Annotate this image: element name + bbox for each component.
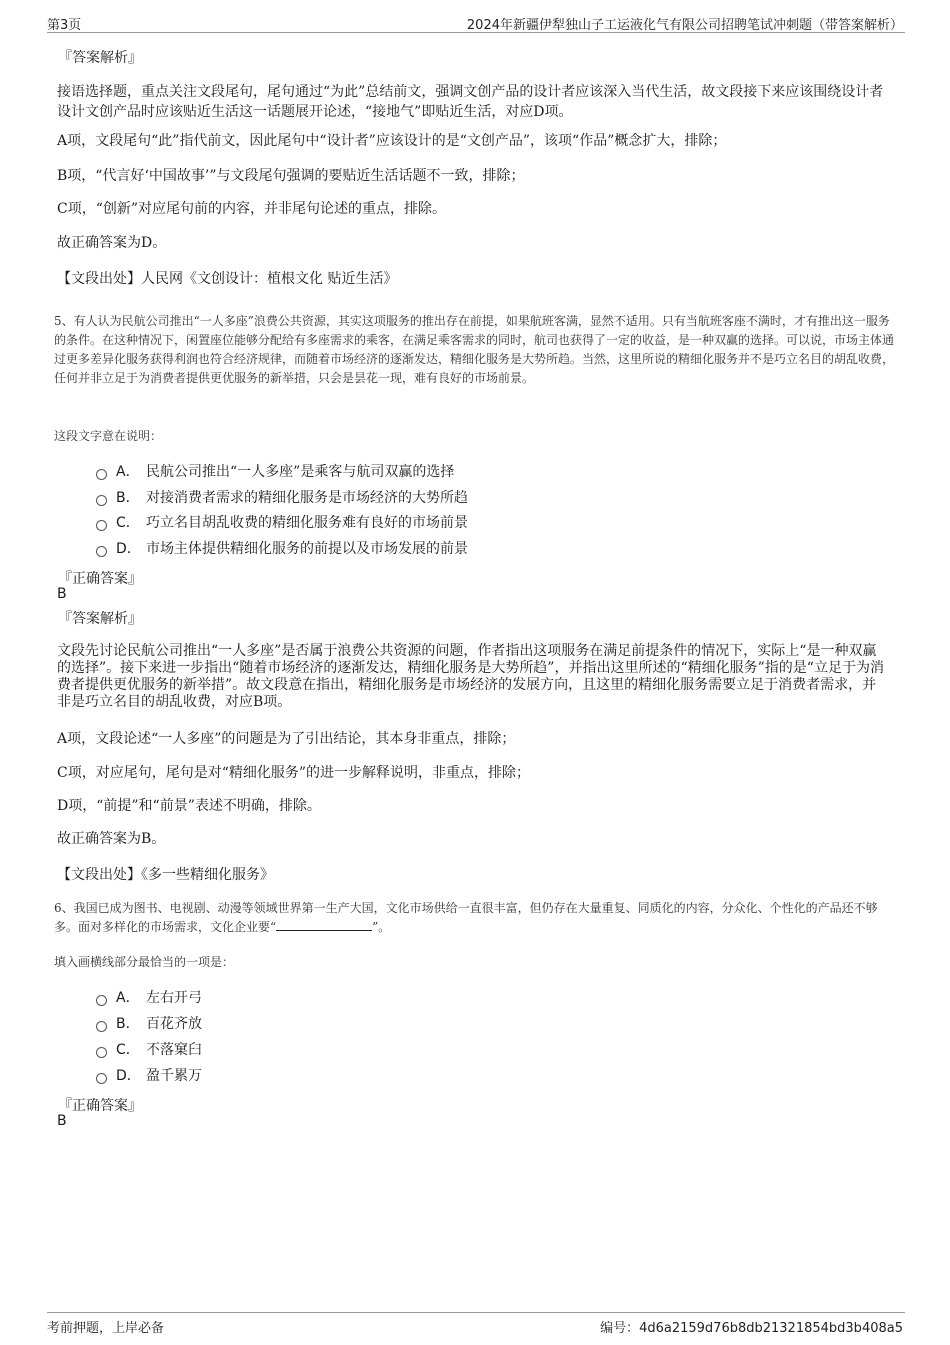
page-footer <box>47 1312 905 1335</box>
q5-option-b[interactable]: B． 对接消费者需求的精细化服务是市场经济的大势所趋 <box>96 487 468 507</box>
q6-answer: B <box>57 1113 67 1129</box>
q4-analysis-option-c: C项，“创新”对应尾句前的内容，并非尾句论述的重点，排除。 <box>57 201 447 217</box>
radio-button-icon[interactable] <box>96 995 107 1006</box>
q4-analysis-paragraph: 接语选择题，重点关注文段尾句，尾句通过“为此”总结前文，强调文创产品的设计者应该深入当代生活，故文段接下来应该围绕设计者设计文创产品时应该贴近生活这一话题展开论述，“接地气”即贴近生活，对应D项。 <box>57 84 884 120</box>
q4-analysis-option-a: A项，文段尾句“此”指代前文，因此尾句中“设计者”应该设计的是“文创产品”，该项“作品”概念扩大，排除； <box>57 133 727 149</box>
page-header <box>47 12 905 33</box>
q5-source: 【文段出处】《多一些精细化服务》 <box>57 867 274 883</box>
q5-prompt: 这段文字意在说明： <box>54 429 163 443</box>
q5-analysis-paragraph: 文段先讨论民航公司推出“一人多座”是否属于浪费公共资源的问题，作者指出这项服务在满足前提条件的情况下，实际上“是一种双赢的选择”。接下来进一步指出“随着市场经济的逐渐发达，精细化服务是大势所趋”，并指出这里所述的“精细化服务”指的是“立足于为消费者提供更优服务的新举措”。故文段意在指出，精细化服务是市场经济的发展方向，且这里的精细化服务需要立足于消费者需求，并非是巧立名目的胡乱收费，对应B项。 <box>57 643 884 710</box>
radio-button-icon[interactable] <box>96 1047 107 1058</box>
q6-stem: 6、我国已成为图书、电视剧、动漫等领域世界第一生产大国，文化市场供给一直很丰富，但仍存在大量重复、同质化的内容，分众化、个性化的产品还不够多。面对多样化的市场需求，文化企业要“ ”。 <box>54 901 878 934</box>
radio-button-icon[interactable] <box>96 495 107 506</box>
q5-analysis-heading: 『答案解析』 <box>58 611 142 627</box>
page-number: 第3页 <box>47 18 82 33</box>
q5-conclusion: 故正确答案为B。 <box>57 831 166 847</box>
radio-button-icon[interactable] <box>96 546 107 557</box>
q6-answer-heading: 『正确答案』 <box>58 1098 142 1114</box>
q5-answer-heading: 『正确答案』 <box>58 571 142 587</box>
q5-answer: B <box>57 586 67 602</box>
q4-analysis-option-b: B项，“代言好‘中国故事’”与文段尾句强调的要贴近生活话题不一致，排除； <box>57 168 525 184</box>
q6-option-d[interactable]: D． 盈千累万 <box>96 1065 202 1085</box>
radio-button-icon[interactable] <box>96 1021 107 1032</box>
footer-slogan: 考前押题，上岸必备 <box>47 1321 165 1336</box>
fill-blank-line <box>276 920 372 931</box>
q5-option-c[interactable]: C． 巧立名目胡乱收费的精细化服务难有良好的市场前景 <box>96 512 468 532</box>
document-title: 2024年新疆伊犁独山子工运液化气有限公司招聘笔试冲刺题（带答案解析） <box>466 18 903 33</box>
q4-analysis-heading: 『答案解析』 <box>58 50 142 66</box>
q5-stem: 5、有人认为民航公司推出“一人多座”浪费公共资源，其实这项服务的推出存在前提，如果航班客满，显然不适用。只有当航班客座不满时，才有推出这一服务的条件。在这种情况下，闲置座位能够分配给有多座需求的乘客，在满足乘客需求的同时，航司也获得了一定的收益，是一种双赢的选择。可以说，市场主体通过更多差异化服务获得利润也符合经济规律，而随着市场经济的逐渐发达，精细化服务是大势所趋。当然，这里所说的精细化服务并不是巧立名目的胡乱收费，任何并非立足于为消费者提供更优服务的新举措，只会是昙花一现，难有良好的市场前景。 <box>54 314 895 385</box>
q6-option-a[interactable]: A． 左右开弓 <box>96 987 202 1007</box>
q6-option-c[interactable]: C． 不落窠臼 <box>96 1039 202 1059</box>
q5-analysis-option-c: C项，对应尾句，尾句是对“精细化服务”的进一步解释说明，非重点，排除； <box>57 765 531 781</box>
document-code: 编号：4d6a2159d76b8db21321854bd3b408a5 <box>600 1321 903 1336</box>
q6-option-b[interactable]: B． 百花齐放 <box>96 1013 202 1033</box>
radio-button-icon[interactable] <box>96 1073 107 1084</box>
radio-button-icon[interactable] <box>96 520 107 531</box>
q5-analysis-option-d: D项，“前提”和“前景”表述不明确，排除。 <box>57 798 321 814</box>
q4-source: 【文段出处】人民网《文创设计：植根文化 贴近生活》 <box>57 271 398 287</box>
q5-option-d[interactable]: D． 市场主体提供精细化服务的前提以及市场发展的前景 <box>96 538 468 558</box>
q5-option-a[interactable]: A． 民航公司推出“一人多座”是乘客与航司双赢的选择 <box>96 461 454 481</box>
radio-button-icon[interactable] <box>96 469 107 480</box>
q6-prompt: 填入画横线部分最恰当的一项是： <box>54 955 235 969</box>
q4-conclusion: 故正确答案为D。 <box>57 235 167 251</box>
q5-analysis-option-a: A项，文段论述“一人多座”的问题是为了引出结论，其本身非重点，排除； <box>57 731 516 747</box>
